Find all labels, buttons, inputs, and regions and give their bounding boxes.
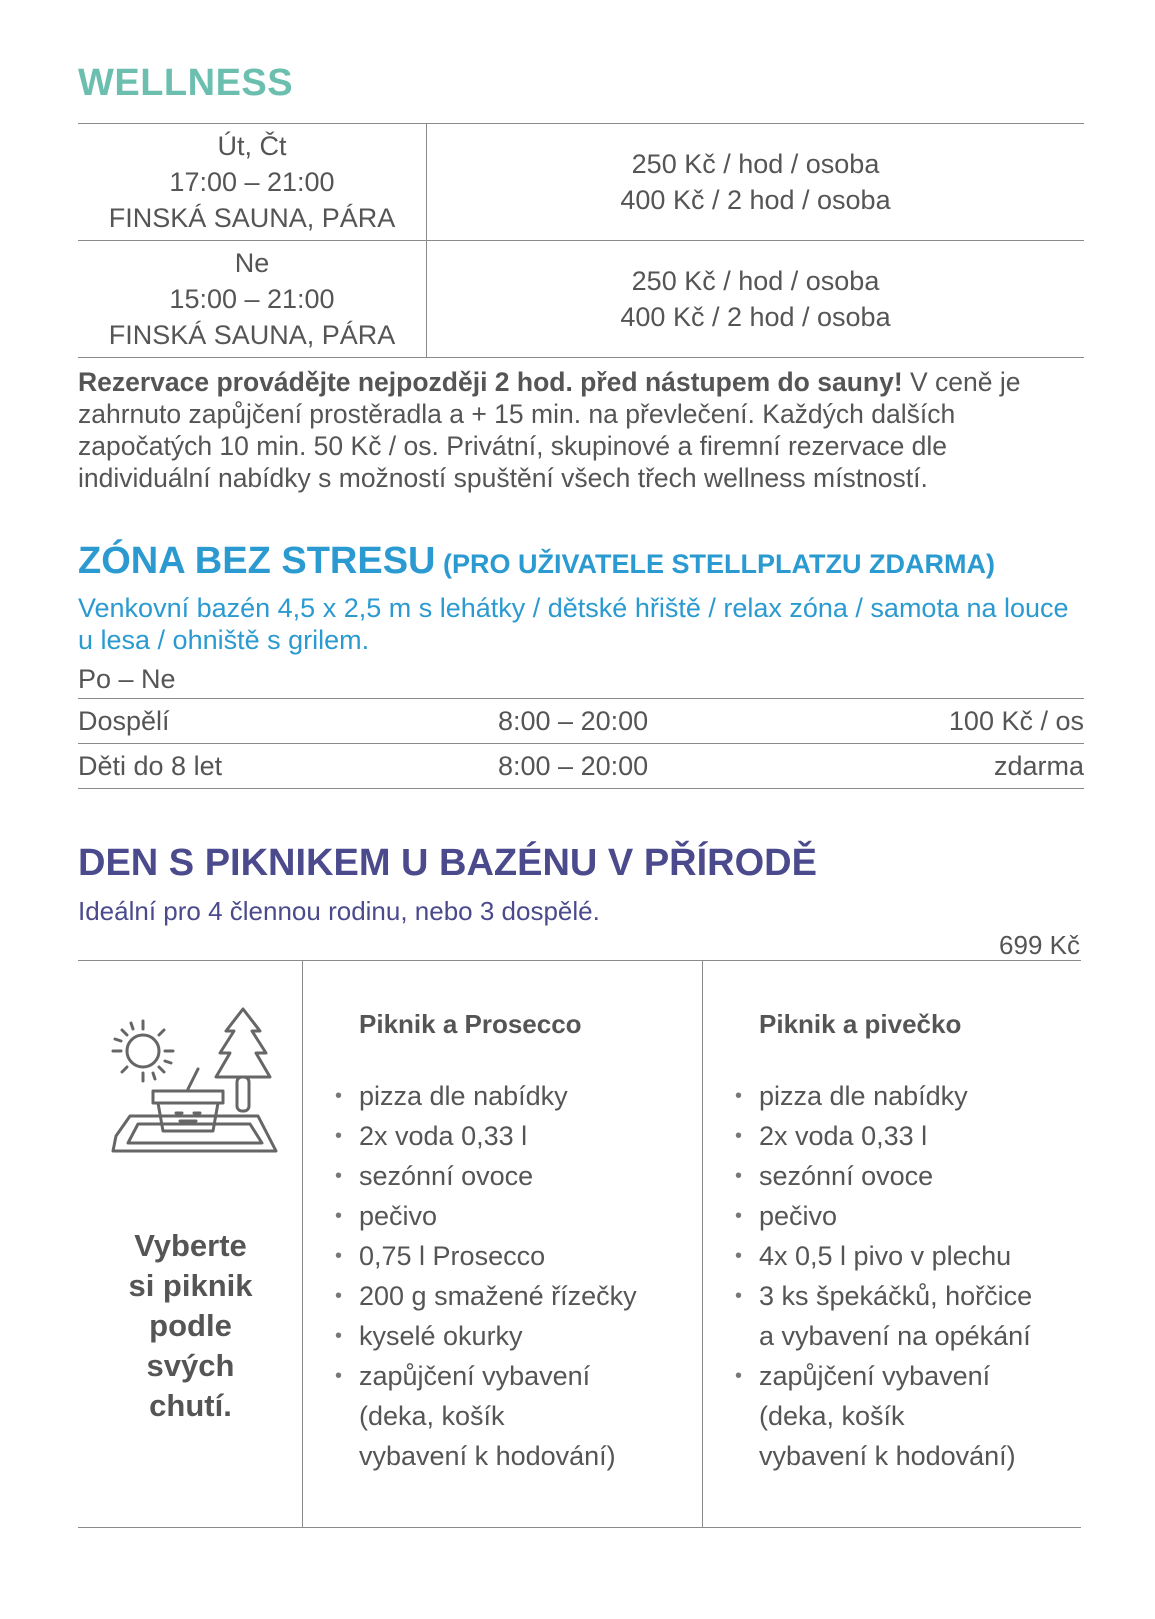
package-items — [335, 1076, 637, 1476]
list-item: • 2x voda 0,33 l — [735, 1121, 928, 1151]
package-pivecko — [703, 961, 1081, 1527]
wellness-price-2hours: 400 Kč / 2 hod / osoba — [620, 185, 891, 215]
choose-picnic-text — [78, 1226, 303, 1426]
zona-title — [78, 540, 995, 583]
zona-row-name: Dospělí — [78, 705, 170, 736]
choose-line: chutí. — [149, 1388, 232, 1423]
list-item: • 2x voda 0,33 l — [335, 1121, 528, 1151]
wellness-schedule-cell — [78, 124, 427, 240]
choose-line: Vyberte — [134, 1228, 247, 1263]
wellness-row — [78, 124, 1084, 241]
wellness-note — [78, 366, 1084, 494]
wellness-type: FINSKÁ SAUNA, PÁRA — [108, 320, 396, 350]
wellness-note-text: V ceně je zahrnuto zapůjčení prostěradla a + 15 min. na převlečení. Každých dalších započatých 10 min. 50 Kč / os. Privátní, skupinové a firemní rezervace dle individuální nabídky s možností spuštění všech třech wellness místností. — [78, 367, 1021, 493]
piknik-price: 699 Kč — [999, 930, 1080, 960]
piknik-table — [78, 960, 1081, 1528]
list-item: • 0,75 l Prosecco — [335, 1241, 546, 1271]
zona-row-time: 8:00 – 20:00 — [498, 705, 649, 736]
piknik-intro-column — [78, 961, 303, 1527]
list-item: • kyselé okurky — [335, 1321, 523, 1351]
zona-row-price: 100 Kč / os — [948, 705, 1084, 736]
wellness-note-bold: Rezervace provádějte nejpozději 2 hod. před nástupem do sauny! — [78, 367, 903, 397]
wellness-price-cell — [427, 241, 1084, 357]
zona-row-time: 8:00 – 20:00 — [498, 750, 649, 781]
zona-title-sub: (PRO UŽIVATELE STELLPLATZU ZDARMA) — [435, 549, 995, 579]
package-prosecco — [303, 961, 703, 1527]
wellness-price-2hours: 400 Kč / 2 hod / osoba — [620, 302, 891, 332]
list-item: • zapůjčení vybavení — [735, 1361, 991, 1391]
zona-table — [78, 698, 1084, 789]
wellness-title: WELLNESS — [78, 62, 294, 104]
piknik-title: DEN S PIKNIKEM U BAZÉNU V PŘÍRODĚ — [78, 842, 817, 884]
wellness-time: 15:00 – 21:00 — [169, 284, 335, 314]
list-item: • pizza dle nabídky — [335, 1081, 568, 1111]
zona-title-main: ZÓNA BEZ STRESU — [78, 540, 436, 582]
package-title: Piknik a pivečko — [759, 1009, 962, 1039]
choose-line: si piknik — [128, 1268, 253, 1303]
list-item-continuation: vybavení k hodování) — [359, 1441, 616, 1471]
wellness-time: 17:00 – 21:00 — [169, 167, 335, 197]
wellness-schedule-cell — [78, 241, 427, 357]
list-item-continuation: vybavení k hodování) — [759, 1441, 1016, 1471]
wellness-table — [78, 123, 1084, 358]
wellness-price-hour: 250 Kč / hod / osoba — [631, 149, 880, 179]
list-item: • sezónní ovoce — [335, 1161, 534, 1191]
table-row — [78, 744, 1084, 789]
picnic-sun-tree-icon — [98, 1001, 283, 1201]
wellness-type: FINSKÁ SAUNA, PÁRA — [108, 203, 396, 233]
wellness-price-hour: 250 Kč / hod / osoba — [631, 266, 880, 296]
wellness-row — [78, 241, 1084, 358]
table-row — [78, 699, 1084, 744]
list-item: • zapůjčení vybavení — [335, 1361, 591, 1391]
list-item: • pizza dle nabídky — [735, 1081, 968, 1111]
zona-days: Po – Ne — [78, 664, 176, 694]
wellness-price-cell — [427, 124, 1084, 240]
list-item: • 4x 0,5 l pivo v plechu — [735, 1241, 1012, 1271]
zona-row-price: zdarma — [993, 750, 1084, 781]
choose-line: svých — [146, 1348, 235, 1383]
piknik-description: Ideální pro 4 člennou rodinu, nebo 3 dospělé. — [78, 896, 600, 926]
wellness-days: Ne — [234, 248, 270, 278]
list-item: • 3 ks špekáčků, hořčice — [735, 1281, 1033, 1311]
package-title: Piknik a Prosecco — [359, 1009, 582, 1039]
list-item-continuation: a vybavení na opékání — [759, 1321, 1031, 1351]
list-item-continuation: (deka, košík — [759, 1401, 905, 1431]
package-items — [735, 1076, 1032, 1476]
list-item: • sezónní ovoce — [735, 1161, 934, 1191]
list-item: • pečivo — [335, 1201, 438, 1231]
list-item-continuation: (deka, košík — [359, 1401, 505, 1431]
wellness-days: Út, Čt — [217, 131, 287, 161]
list-item: • pečivo — [735, 1201, 838, 1231]
zona-row-name: Děti do 8 let — [78, 750, 223, 781]
choose-line: podle — [149, 1308, 232, 1343]
zona-description: Venkovní bazén 4,5 x 2,5 m s lehátky / dětské hřiště / relax zóna / samota na louce u lesa / ohniště s grilem. — [78, 593, 1069, 655]
list-item: • 200 g smažené řízečky — [335, 1281, 637, 1311]
